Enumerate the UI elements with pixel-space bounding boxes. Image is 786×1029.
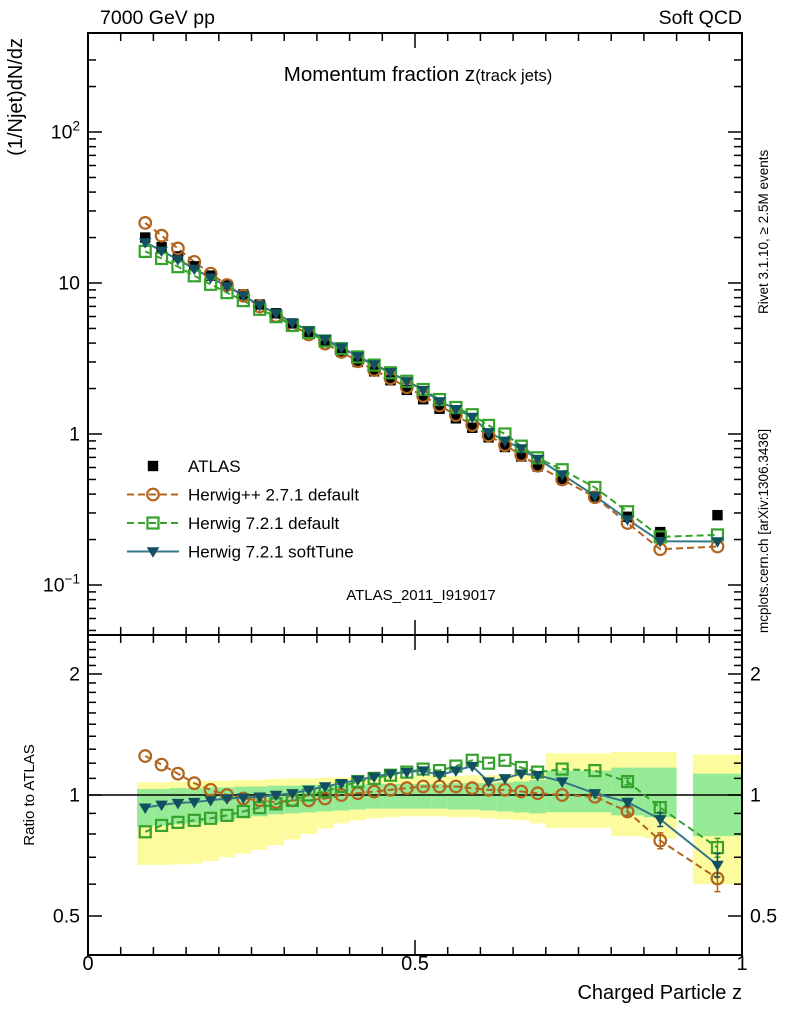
main-y-tick-label: 10 [58,272,80,295]
legend-label-herwig7-softtune: Herwig 7.2.1 softTune [188,542,354,562]
rivet-version-note: Rivet 3.1.10, ≥ 2.5M events [756,149,771,314]
x-tick-label: 1 [736,953,748,975]
ratio-data-point [156,759,168,771]
mc-data-point [156,230,168,242]
plot-title-main: Momentum fraction z [283,63,476,86]
plot-title-paren: (track jets) [475,67,553,85]
legend-label-atlas: ATLAS [188,457,241,476]
ratio-y-tick-label-right: 1 [750,784,761,807]
x-tick-label: 0 [82,953,94,975]
ratio-y-tick-label-right: 0.5 [750,905,778,928]
band-green [693,774,742,836]
main-y-tick-label: $10^2$ [50,118,80,144]
legend-label-herwigpp-default: Herwig++ 2.7.1 default [188,485,360,505]
header-beam-energy: 7000 GeV pp [100,7,215,29]
x-axis-title: Charged Particle z [577,982,742,1004]
analysis-id-watermark: ATLAS_2011_I919017 [346,587,496,604]
band-green [546,771,579,813]
legend-marker [147,547,160,558]
plot-title [284,63,552,86]
atlas-data-point [712,510,722,520]
main-y-tick-label: 1 [69,423,80,446]
ratio-y-tick-label-right: 2 [750,663,761,686]
legend [127,457,359,562]
x-tick-label: 0.5 [401,953,429,975]
main-y-axis-title: (1/Njet)dN/dz [5,38,27,156]
header-process-group: Soft QCD [658,7,742,29]
ratio-y-tick-label-left: 1 [69,784,80,807]
ratio-y-axis-title: Ratio to ATLAS [21,744,38,846]
ratio-y-tick-label-left: 0.5 [52,905,80,928]
ratio-y-tick-label-left: 2 [69,663,80,686]
main-panel-frame [88,33,742,635]
legend-marker [148,461,158,471]
main-y-tick-label: $10^{-1}$ [42,571,80,597]
legend-label-herwig7-default: Herwig 7.2.1 default [188,514,340,533]
mcplots-arxiv-note: mcplots.cern.ch [arXiv:1306.3436] [756,428,771,633]
